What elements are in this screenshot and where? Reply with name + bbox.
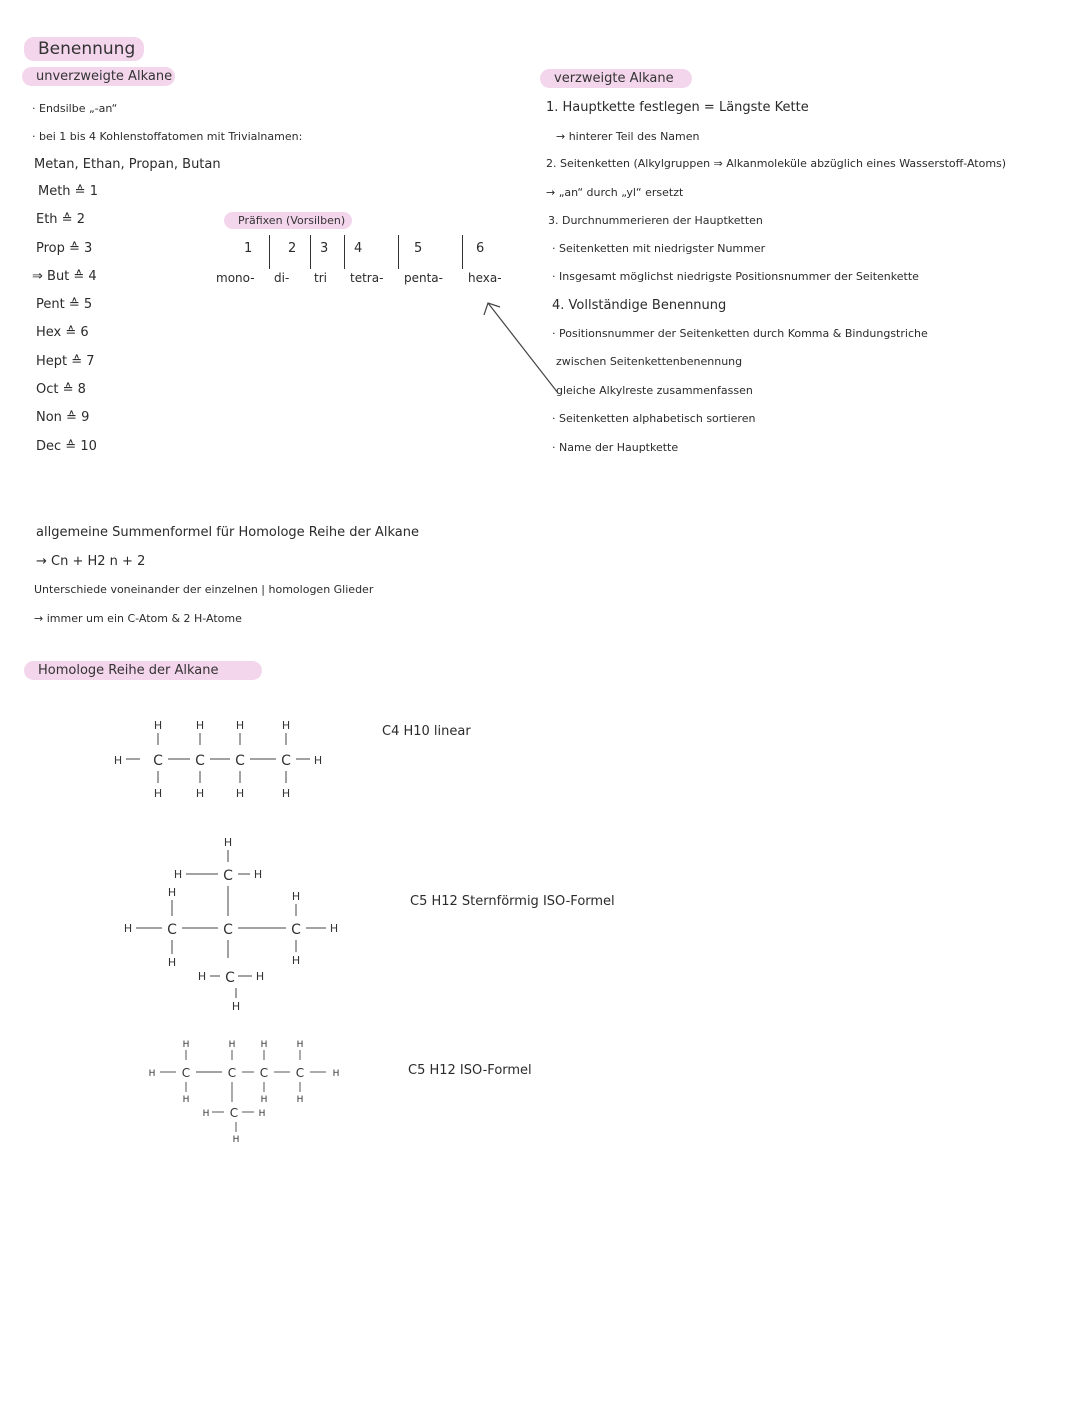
atom-h: H [329,922,339,935]
table-divider [269,235,270,269]
table-divider [462,235,463,269]
step-item: zwischen Seitenkettenbenennung [556,355,743,368]
branched-heading: verzweigte Alkane [540,69,692,88]
atom-h: H [258,1109,266,1119]
atom-h: H [260,1040,268,1050]
structure-label: C5 H12 Sternförmig ISO-Formel [410,894,615,909]
atom-c: C [167,922,177,938]
stem-item: Hept ≙ 7 [36,354,95,369]
atom-h: H [167,956,177,969]
prefix-table [214,235,514,295]
stem-item: Prop ≙ 3 [36,241,93,256]
structure-linear [100,715,340,815]
structure-label: C5 H12 ISO-Formel [408,1063,532,1078]
step-item: → „an“ durch „yl“ ersetzt [546,186,684,199]
atom-h: H [291,954,301,967]
step-item: gleiche Alkylreste zusammenfassen [556,384,753,397]
prefix-name: di- [274,271,290,285]
atom-c: C [153,753,163,769]
atom-h: H [182,1040,190,1050]
atom-h: H [197,970,207,983]
step-item: 4. Vollständige Benennung [552,298,727,313]
atom-h: H [255,970,265,983]
stem-item: Hex ≙ 6 [36,325,89,340]
atom-c: C [225,970,235,986]
atom-h: H [296,1040,304,1050]
stem-item: ⇒ But ≙ 4 [32,269,97,284]
trivial-names: Metan, Ethan, Propan, Butan [34,157,221,172]
atom-c: C [235,753,245,769]
atom-c: C [281,753,291,769]
atom-h: H [332,1069,340,1079]
atom-h: H [223,836,233,849]
atom-h: H [202,1109,210,1119]
atom-c: C [223,868,233,884]
atom-h: H [253,868,263,881]
atom-h: H [153,787,163,800]
atom-h: H [232,1135,240,1145]
step-item: 2. Seitenketten (Alkylgruppen ⇒ Alkanmoleküle abzüglich eines Wasserstoff-Atoms) [546,157,1007,170]
atom-h: H [113,754,123,767]
atom-h: H [173,868,183,881]
atom-h: H [228,1040,236,1050]
unbranched-heading: unverzweigte Alkane [22,67,175,86]
prefixes-heading: Präfixen (Vorsilben) [224,212,352,229]
stem-item: Meth ≙ 1 [38,184,98,199]
atom-c: C [229,1106,239,1120]
step-item: · Seitenketten mit niedrigster Nummer [552,242,766,255]
step-item: · Name der Hauptkette [552,441,679,454]
prefix-name: penta- [404,271,443,285]
naming-title: Benennung [24,37,144,61]
prefix-name: tri [314,271,327,285]
step-item: → hinterer Teil des Namen [556,130,700,143]
table-divider [398,235,399,269]
atom-c: C [227,1066,237,1080]
atom-h: H [281,719,291,732]
stem-item: Dec ≙ 10 [36,439,97,454]
atom-c: C [259,1066,269,1080]
atom-h: H [291,890,301,903]
atom-h: H [235,719,245,732]
table-divider [344,235,345,269]
atom-h: H [153,719,163,732]
atom-h: H [195,787,205,800]
atom-c: C [291,922,301,938]
step-item: · Positionsnummer der Seitenketten durch Komma & Bindungstriche [552,327,928,340]
atom-h: H [123,922,133,935]
structure-iso [140,1036,370,1156]
atom-c: C [295,1066,305,1080]
homologous-heading: Homologe Reihe der Alkane [24,661,262,680]
prefix-number: 5 [414,241,423,256]
formula-expression: → Cn + H2 n + 2 [36,554,146,569]
step-item: · Insgesamt möglichst niedrigste Positionsnummer der Seitenkette [552,270,919,283]
ending-note: · Endsilbe „-an“ [32,102,118,115]
step-item: 1. Hauptkette festlegen = Längste Kette [546,100,809,115]
structure-label: C4 H10 linear [382,724,471,739]
stem-item: Eth ≙ 2 [36,212,85,227]
prefix-name: mono- [216,271,255,285]
prefix-number: 2 [288,241,297,256]
formula-differences: Unterschiede voneinander der einzelnen | homologen Glieder [34,583,374,596]
atom-h: H [167,886,177,899]
atom-c: C [195,753,205,769]
atom-h: H [235,787,245,800]
atom-c: C [181,1066,191,1080]
prefix-number: 6 [476,241,485,256]
formula-title: allgemeine Summenformel für Homologe Reihe der Alkane [36,525,419,540]
atom-h: H [313,754,323,767]
atom-h: H [260,1095,268,1105]
formula-note: → immer um ein C-Atom & 2 H-Atome [34,612,242,625]
atom-h: H [195,719,205,732]
prefix-number: 1 [244,241,253,256]
step-item: 3. Durchnummerieren der Hauptketten [548,214,763,227]
atom-h: H [231,1000,241,1013]
stem-item: Non ≙ 9 [36,410,90,425]
prefix-number: 3 [320,241,329,256]
trivial-note: · bei 1 bis 4 Kohlenstoffatomen mit Trivialnamen: [32,130,303,143]
step-item: · Seitenketten alphabetisch sortieren [552,412,756,425]
atom-h: H [148,1069,156,1079]
stem-item: Oct ≙ 8 [36,382,86,397]
atom-c: C [223,922,233,938]
prefix-name: tetra- [350,271,384,285]
prefix-name: hexa- [468,271,502,285]
atom-h: H [281,787,291,800]
prefix-number: 4 [354,241,363,256]
stem-item: Pent ≙ 5 [36,297,93,312]
table-divider [310,235,311,269]
atom-h: H [182,1095,190,1105]
atom-h: H [296,1095,304,1105]
structure-star [110,830,370,1020]
